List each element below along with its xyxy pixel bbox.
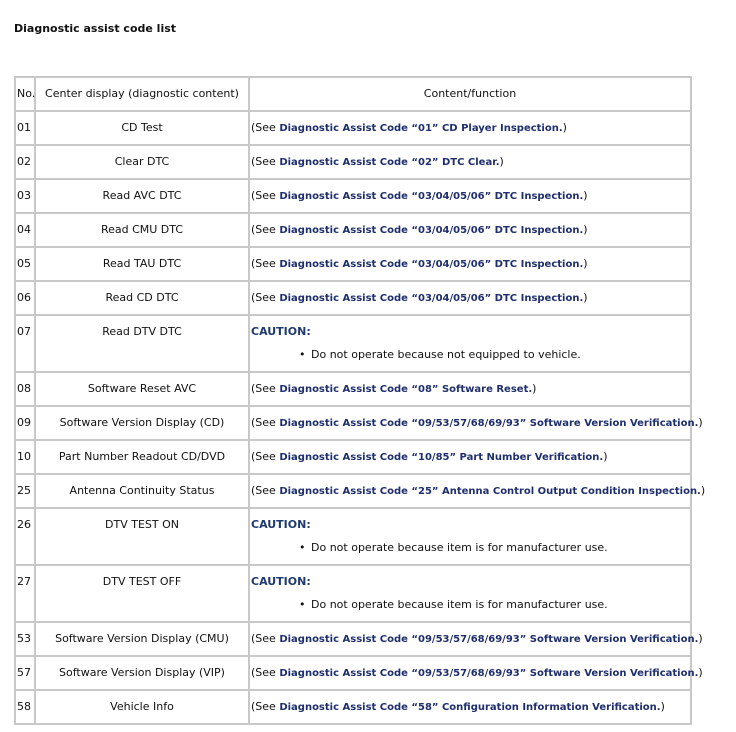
row-number: 07 <box>16 316 36 373</box>
reference-link[interactable]: Diagnostic Assist Code “08” Software Reset. <box>279 384 533 395</box>
diagnostic-table-container <box>14 76 706 716</box>
see-suffix: ) <box>532 382 537 395</box>
row-display: Clear DTC <box>36 146 250 180</box>
table-row <box>16 441 692 475</box>
row-function <box>250 373 692 407</box>
table-row <box>16 623 692 657</box>
header-display: Center display (diagnostic content) <box>36 78 250 112</box>
see-suffix: ) <box>698 416 703 429</box>
row-number: 02 <box>16 146 36 180</box>
row-function <box>250 282 692 316</box>
table-row <box>16 566 692 623</box>
row-function <box>250 691 692 725</box>
see-suffix: ) <box>499 155 504 168</box>
row-function <box>250 316 692 373</box>
table-row <box>16 146 692 180</box>
caution-note <box>251 598 690 612</box>
table-row <box>16 657 692 691</box>
reference-link[interactable]: Diagnostic Assist Code “09/53/57/68/69/93” Software Version Verification. <box>279 668 699 679</box>
reference-link[interactable]: Diagnostic Assist Code “03/04/05/06” DTC Inspection. <box>279 259 584 270</box>
see-prefix: (See <box>251 382 280 395</box>
row-display: Vehicle Info <box>36 691 250 725</box>
row-number: 03 <box>16 180 36 214</box>
row-display: Software Version Display (CMU) <box>36 623 250 657</box>
reference-link[interactable]: Diagnostic Assist Code “03/04/05/06” DTC Inspection. <box>279 191 584 202</box>
see-prefix: (See <box>251 700 280 713</box>
row-display: Read DTV DTC <box>36 316 250 373</box>
see-suffix: ) <box>583 257 588 270</box>
caution-note-text: Do not operate because item is for manufacturer use. <box>311 541 608 554</box>
row-number: 10 <box>16 441 36 475</box>
see-prefix: (See <box>251 155 280 168</box>
row-number: 05 <box>16 248 36 282</box>
row-number: 57 <box>16 657 36 691</box>
see-prefix: (See <box>251 189 280 202</box>
row-display: Part Number Readout CD/DVD <box>36 441 250 475</box>
see-suffix: ) <box>562 121 567 134</box>
row-number: 01 <box>16 112 36 146</box>
see-prefix: (See <box>251 666 280 679</box>
row-number: 25 <box>16 475 36 509</box>
see-suffix: ) <box>603 450 608 463</box>
caution-label: CAUTION: <box>251 575 311 588</box>
table-row <box>16 407 692 441</box>
reference-link[interactable]: Diagnostic Assist Code “10/85” Part Number Verification. <box>279 452 604 463</box>
row-display: Software Version Display (CD) <box>36 407 250 441</box>
see-prefix: (See <box>251 632 280 645</box>
see-prefix: (See <box>251 291 280 304</box>
table-row <box>16 214 692 248</box>
row-function <box>250 657 703 691</box>
reference-link[interactable]: Diagnostic Assist Code “03/04/05/06” DTC Inspection. <box>279 225 584 236</box>
table-row <box>16 316 692 373</box>
row-display: DTV TEST ON <box>36 509 250 566</box>
row-function <box>250 248 692 282</box>
row-display: Read CMU DTC <box>36 214 250 248</box>
see-prefix: (See <box>251 223 280 236</box>
row-function <box>250 146 692 180</box>
row-display: Antenna Continuity Status <box>36 475 250 509</box>
caution-label: CAUTION: <box>251 518 311 531</box>
row-function <box>250 112 692 146</box>
bullet-icon: • <box>299 348 306 361</box>
row-display: Read AVC DTC <box>36 180 250 214</box>
table-row <box>16 509 692 566</box>
see-suffix: ) <box>698 666 703 679</box>
row-number: 26 <box>16 509 36 566</box>
bullet-icon: • <box>299 541 306 554</box>
reference-link[interactable]: Diagnostic Assist Code “09/53/57/68/69/93” Software Version Verification. <box>279 418 699 429</box>
row-function <box>250 180 692 214</box>
table-header-row <box>16 78 692 112</box>
see-suffix: ) <box>583 223 588 236</box>
diagnostic-code-table <box>14 76 706 725</box>
row-display: Software Reset AVC <box>36 373 250 407</box>
reference-link[interactable]: Diagnostic Assist Code “01” CD Player Inspection. <box>279 123 563 134</box>
reference-link[interactable]: Diagnostic Assist Code “25” Antenna Control Output Condition Inspection. <box>279 486 701 497</box>
row-display: Read TAU DTC <box>36 248 250 282</box>
row-function <box>250 214 692 248</box>
row-number: 04 <box>16 214 36 248</box>
reference-link[interactable]: Diagnostic Assist Code “58” Configuration Information Verification. <box>279 702 661 713</box>
row-function <box>250 475 706 509</box>
row-number: 27 <box>16 566 36 623</box>
row-function <box>250 441 692 475</box>
see-suffix: ) <box>583 291 588 304</box>
see-prefix: (See <box>251 484 280 497</box>
row-number: 06 <box>16 282 36 316</box>
bullet-icon: • <box>299 598 306 611</box>
see-suffix: ) <box>660 700 665 713</box>
caution-note <box>251 348 690 362</box>
table-row <box>16 112 692 146</box>
header-function: Content/function <box>250 78 692 112</box>
table-row <box>16 475 692 509</box>
see-suffix: ) <box>698 632 703 645</box>
row-function <box>250 566 692 623</box>
row-number: 53 <box>16 623 36 657</box>
see-prefix: (See <box>251 450 280 463</box>
row-function <box>250 407 703 441</box>
see-suffix: ) <box>583 189 588 202</box>
table-row <box>16 691 692 725</box>
header-no: No. <box>16 78 36 112</box>
see-prefix: (See <box>251 416 280 429</box>
row-number: 58 <box>16 691 36 725</box>
table-row <box>16 248 692 282</box>
caution-note <box>251 541 690 555</box>
caution-note-text: Do not operate because item is for manufacturer use. <box>311 598 608 611</box>
row-function <box>250 509 692 566</box>
caution-note-text: Do not operate because not equipped to vehicle. <box>311 348 581 361</box>
row-display: CD Test <box>36 112 250 146</box>
see-prefix: (See <box>251 121 280 134</box>
caution-label: CAUTION: <box>251 325 311 338</box>
table-row <box>16 180 692 214</box>
row-number: 08 <box>16 373 36 407</box>
reference-link[interactable]: Diagnostic Assist Code “09/53/57/68/69/93” Software Version Verification. <box>279 634 699 645</box>
see-prefix: (See <box>251 257 280 270</box>
row-display: Read CD DTC <box>36 282 250 316</box>
row-display: Software Version Display (VIP) <box>36 657 250 691</box>
table-row <box>16 373 692 407</box>
table-row <box>16 282 692 316</box>
reference-link[interactable]: Diagnostic Assist Code “02” DTC Clear. <box>279 157 500 168</box>
page-title: Diagnostic assist code list <box>14 22 177 35</box>
row-number: 09 <box>16 407 36 441</box>
see-suffix: ) <box>700 484 706 497</box>
row-function <box>250 623 703 657</box>
row-display: DTV TEST OFF <box>36 566 250 623</box>
reference-link[interactable]: Diagnostic Assist Code “03/04/05/06” DTC Inspection. <box>279 293 584 304</box>
